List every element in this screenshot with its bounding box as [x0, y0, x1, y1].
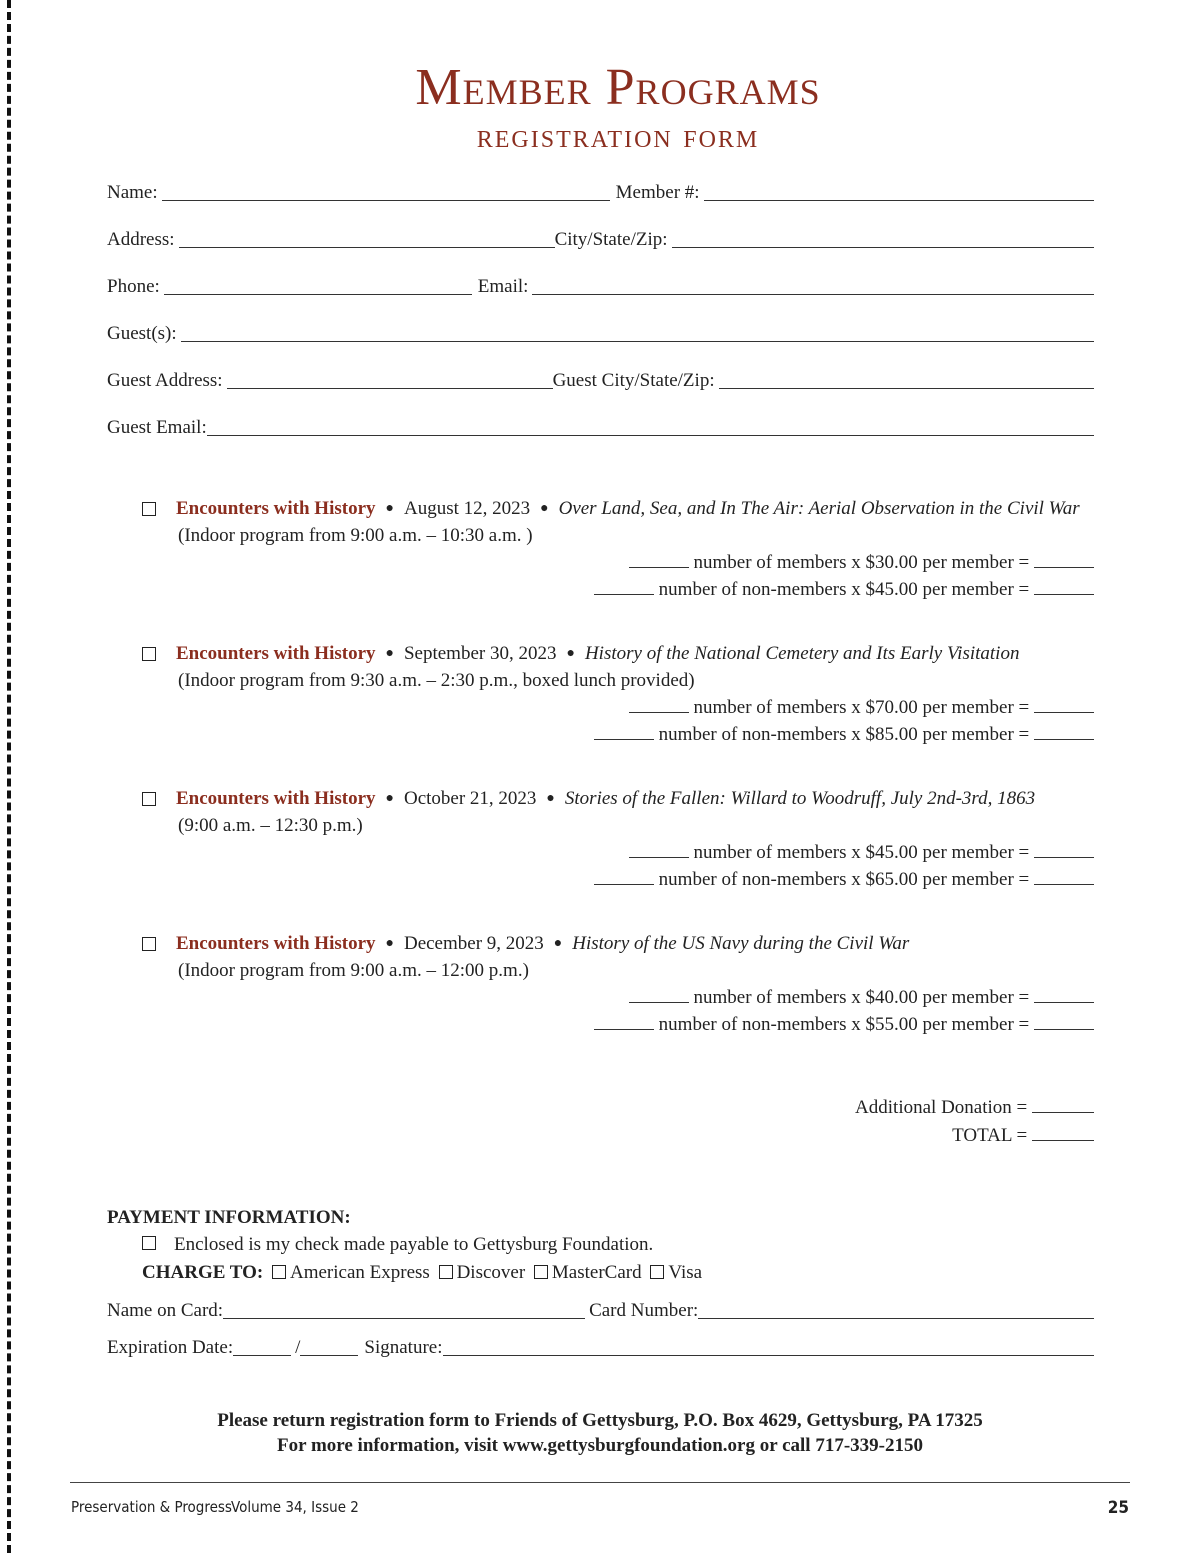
charge-row — [142, 1262, 702, 1284]
nonmember-count-blank[interactable] — [594, 870, 654, 885]
mastercard-label: MasterCard — [551, 1262, 642, 1283]
nonmember-amount-blank[interactable] — [1034, 1015, 1094, 1030]
card-row — [107, 1296, 1094, 1322]
member-fee-line — [142, 842, 1094, 864]
name-on-card-label: Name on Card: — [107, 1300, 224, 1321]
donation-label: Additional Donation = — [855, 1097, 1028, 1118]
program-topic: History of the National Cemetery and Its Early Visitation — [584, 643, 1020, 664]
program-item — [142, 643, 1094, 746]
member-fee-line — [142, 552, 1094, 574]
nonmember-fee-line — [142, 869, 1094, 891]
expiration-label: Expiration Date: — [107, 1337, 234, 1358]
guests-field[interactable] — [181, 323, 1094, 342]
issue-label: Volume 34, Issue 2 — [231, 1498, 359, 1516]
program-series: Encounters with History — [176, 788, 376, 809]
visa-label: Visa — [668, 1262, 703, 1283]
guest-email-label: Guest Email: — [107, 417, 207, 438]
nonmember-count-blank[interactable] — [594, 725, 654, 740]
nonmember-amount-blank[interactable] — [1034, 870, 1094, 885]
member-count-blank[interactable] — [629, 553, 689, 568]
program-item — [142, 498, 1094, 601]
program-topic: Stories of the Fallen: Willard to Woodruff, July 2nd-3rd, 1863 — [564, 788, 1036, 809]
nonmember-fee-line — [142, 724, 1094, 746]
card-number-label: Card Number: — [589, 1300, 699, 1321]
card-number-field[interactable] — [698, 1300, 1094, 1319]
program-checkbox[interactable] — [142, 647, 156, 661]
check-checkbox[interactable] — [142, 1236, 156, 1250]
member-fee-text: number of members x $70.00 per member = — [693, 697, 1030, 718]
signature-field[interactable] — [443, 1337, 1095, 1356]
program-date: August 12, 2023 — [403, 498, 531, 519]
program-date: December 9, 2023 — [403, 933, 544, 954]
discover-checkbox[interactable] — [439, 1265, 453, 1279]
page-subtitle: registration form — [476, 118, 760, 155]
name-label: Name: — [107, 182, 158, 203]
email-field[interactable] — [532, 276, 1094, 295]
program-item — [142, 933, 1094, 1036]
mastercard-checkbox[interactable] — [534, 1265, 548, 1279]
member-amount-blank[interactable] — [1034, 843, 1094, 858]
address-label: Address: — [107, 229, 175, 250]
nonmember-fee-text: number of non-members x $85.00 per member = — [658, 724, 1030, 745]
program-date: October 21, 2023 — [403, 788, 537, 809]
amex-label: American Express — [290, 1262, 430, 1283]
expiration-slash: / — [295, 1337, 301, 1358]
footer-divider — [70, 1482, 1130, 1483]
member-amount-blank[interactable] — [1034, 698, 1094, 713]
member-amount-blank[interactable] — [1034, 553, 1094, 568]
signature-label: Signature: — [364, 1337, 443, 1358]
more-info: For more information, visit www.gettysburgfoundation.org or call 717-339-2150 — [277, 1435, 923, 1456]
member-number-label: Member #: — [615, 182, 700, 203]
guest-city-state-zip-label: Guest City/State/Zip: — [552, 370, 715, 391]
return-instructions — [0, 1408, 1200, 1458]
nonmember-fee-text: number of non-members x $65.00 per member = — [658, 869, 1030, 890]
program-details: (Indoor program from 9:30 a.m. – 2:30 p.m., boxed lunch provided) — [178, 670, 695, 691]
charge-to-label: CHARGE TO: — [142, 1262, 264, 1283]
member-fee-text: number of members x $45.00 per member = — [693, 842, 1030, 863]
guest-address-row — [107, 366, 1094, 392]
member-count-blank[interactable] — [629, 988, 689, 1003]
nonmember-fee-text: number of non-members x $55.00 per member = — [658, 1014, 1030, 1035]
member-number-field[interactable] — [704, 182, 1094, 201]
check-option — [142, 1234, 653, 1256]
address-field[interactable] — [179, 229, 555, 248]
bullet-separator: ● — [385, 791, 394, 806]
return-address: Please return registration form to Friends of Gettysburg, P.O. Box 4629, Gettysburg, PA 17325 — [217, 1410, 983, 1431]
phone-field[interactable] — [164, 276, 472, 295]
page-number: 25 — [1107, 1498, 1129, 1518]
program-topic: Over Land, Sea, and In The Air: Aerial Observation in the Civil War — [558, 498, 1080, 519]
name-field[interactable] — [162, 182, 610, 201]
bullet-separator: ● — [385, 646, 394, 661]
phone-label: Phone: — [107, 276, 160, 297]
expiration-year-field[interactable] — [300, 1337, 358, 1356]
member-fee-text: number of members x $30.00 per member = — [693, 552, 1030, 573]
guests-row — [107, 319, 1094, 345]
guest-email-field[interactable] — [207, 417, 1094, 436]
bullet-separator: ● — [540, 501, 549, 516]
page-title: Member Programs — [415, 59, 821, 116]
city-state-zip-field[interactable] — [672, 229, 1094, 248]
email-label: Email: — [477, 276, 529, 297]
visa-checkbox[interactable] — [650, 1265, 664, 1279]
bullet-separator: ● — [546, 791, 555, 806]
total-label: TOTAL = — [952, 1125, 1028, 1146]
guest-email-row — [107, 413, 1094, 439]
totals-block — [700, 1097, 1094, 1153]
member-fee-line — [142, 697, 1094, 719]
donation-blank[interactable] — [1032, 1098, 1094, 1113]
city-state-zip-label: City/State/Zip: — [554, 229, 668, 250]
program-checkbox[interactable] — [142, 792, 156, 806]
nonmember-fee-text: number of non-members x $45.00 per member = — [658, 579, 1030, 600]
total-line — [700, 1125, 1094, 1147]
phone-row — [107, 272, 1094, 298]
nonmember-amount-blank[interactable] — [1034, 580, 1094, 595]
donation-line — [700, 1097, 1094, 1119]
program-series: Encounters with History — [176, 643, 376, 664]
nonmember-fee-line — [142, 579, 1094, 601]
program-item — [142, 788, 1094, 891]
program-details: (Indoor program from 9:00 a.m. – 12:00 p.m.) — [178, 960, 529, 981]
expiration-month-field[interactable] — [233, 1337, 291, 1356]
member-count-blank[interactable] — [629, 843, 689, 858]
bullet-separator: ● — [385, 501, 394, 516]
address-row — [107, 225, 1094, 251]
program-checkbox[interactable] — [142, 502, 156, 516]
program-series: Encounters with History — [176, 498, 376, 519]
guest-address-field[interactable] — [227, 370, 553, 389]
member-fee-line — [142, 987, 1094, 1009]
guest-address-label: Guest Address: — [107, 370, 223, 391]
program-checkbox[interactable] — [142, 937, 156, 951]
program-topic: History of the US Navy during the Civil War — [572, 933, 910, 954]
member-count-blank[interactable] — [629, 698, 689, 713]
amex-checkbox[interactable] — [272, 1265, 286, 1279]
dashed-cut-line — [7, 0, 11, 1553]
check-text: Enclosed is my check made payable to Gettysburg Foundation. — [174, 1234, 654, 1255]
nonmember-fee-line — [142, 1014, 1094, 1036]
nonmember-count-blank[interactable] — [594, 580, 654, 595]
bullet-separator: ● — [566, 646, 575, 661]
guest-city-state-zip-field[interactable] — [719, 370, 1094, 389]
expiration-row — [107, 1333, 1094, 1359]
total-blank[interactable] — [1032, 1126, 1094, 1141]
program-series: Encounters with History — [176, 933, 376, 954]
program-date: September 30, 2023 — [403, 643, 557, 664]
payment-heading: PAYMENT INFORMATION: — [107, 1207, 351, 1228]
bullet-separator: ● — [553, 936, 563, 951]
member-fee-text: number of members x $40.00 per member = — [693, 987, 1030, 1008]
publication-name: Preservation & Progress — [71, 1498, 232, 1516]
bullet-separator: ● — [385, 936, 394, 951]
name-on-card-field[interactable] — [223, 1300, 585, 1319]
program-details: (9:00 a.m. – 12:30 p.m.) — [178, 815, 363, 836]
program-details: (Indoor program from 9:00 a.m. – 10:30 a.m. ) — [178, 525, 533, 546]
nonmember-amount-blank[interactable] — [1034, 725, 1094, 740]
guests-label: Guest(s): — [107, 323, 177, 344]
name-row — [107, 178, 1094, 204]
nonmember-count-blank[interactable] — [594, 1015, 654, 1030]
member-amount-blank[interactable] — [1034, 988, 1094, 1003]
discover-label: Discover — [456, 1262, 526, 1283]
